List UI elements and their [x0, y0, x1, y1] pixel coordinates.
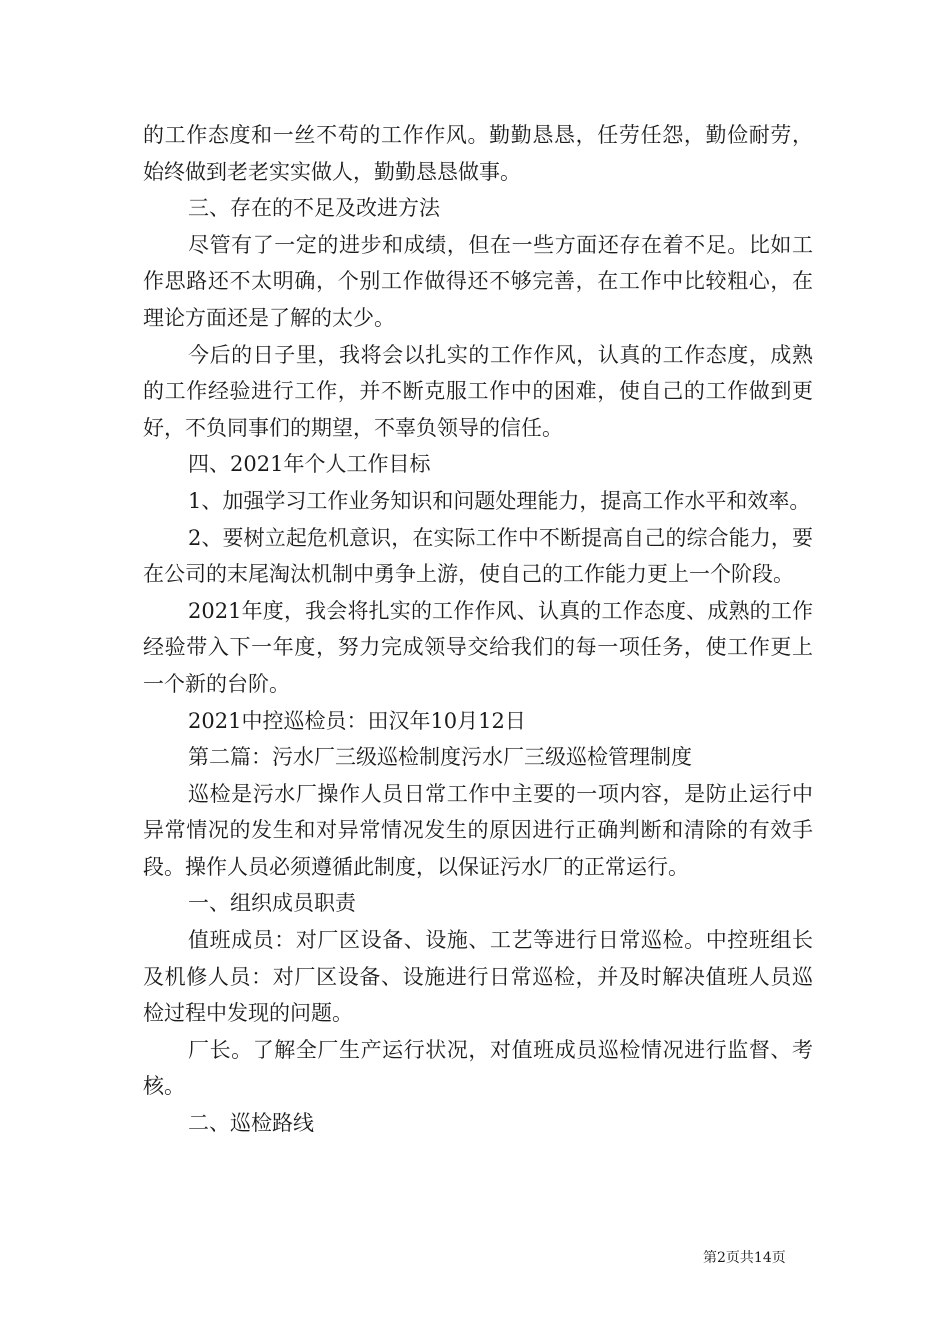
document-body [143, 117, 813, 1142]
paragraph-year-summary: 2021年度，我会将扎实的工作作风、认真的工作态度、成熟的工作经验带入下一年度，努力完成领导交给我们的每一项任务，使工作更上一个新的台阶。 [143, 598, 813, 696]
paragraph-inspection-intro: 巡检是污水厂操作人员日常工作中主要的一项内容，是防止运行中异常情况的发生和对异常情况发生的原因进行正确判断和清除的有效手段。操作人员必须遵循此制度，以保证污水厂的正常运行。 [143, 781, 813, 879]
paragraph-duty-manager: 厂长。了解全厂生产运行状况，对值班成员巡检情况进行监督、考核。 [143, 1037, 813, 1099]
article-title-second: 第二篇：污水厂三级巡检制度污水厂三级巡检管理制度 [188, 745, 692, 770]
paragraph-duty-members: 值班成员：对厂区设备、设施、工艺等进行日常巡检。中控班组长及机修人员：对厂区设备、设施进行日常巡检，并及时解决值班人员巡检过程中发现的问题。 [143, 928, 813, 1026]
paragraph-future-plan: 今后的日子里，我将会以扎实的工作作风，认真的工作态度，成熟的工作经验进行工作，并不断克服工作中的困难，使自己的工作做到更好，不负同事们的期望，不辜负领导的信任。 [143, 342, 813, 440]
signature-line: 2021中控巡检员：田汉年10月12日 [188, 708, 526, 733]
section-heading-route: 二、巡检路线 [188, 1111, 314, 1136]
section-heading-goals: 四、2021年个人工作目标 [188, 452, 431, 477]
page-number-footer: 第2页共14页 [703, 1250, 786, 1266]
section-heading-shortcomings: 三、存在的不足及改进方法 [188, 196, 440, 221]
goal-item-1: 1、加强学习工作业务知识和问题处理能力，提高工作水平和效率。 [188, 488, 811, 513]
section-heading-duties: 一、组织成员职责 [188, 891, 356, 916]
paragraph-continuation: 的工作态度和一丝不苟的工作作风。勤勤恳恳，任劳任怨，勤俭耐劳，始终做到老老实实做人，勤勤恳恳做事。 [143, 123, 813, 184]
goal-item-2: 2、要树立起危机意识，在实际工作中不断提高自己的综合能力，要在公司的末尾淘汰机制中勇争上游，使自己的工作能力更上一个阶段。 [143, 525, 813, 587]
paragraph-shortcomings: 尽管有了一定的进步和成绩，但在一些方面还存在着不足。比如工作思路还不太明确，个别工作做得还不够完善，在工作中比较粗心，在理论方面还是了解的太少。 [143, 232, 813, 330]
